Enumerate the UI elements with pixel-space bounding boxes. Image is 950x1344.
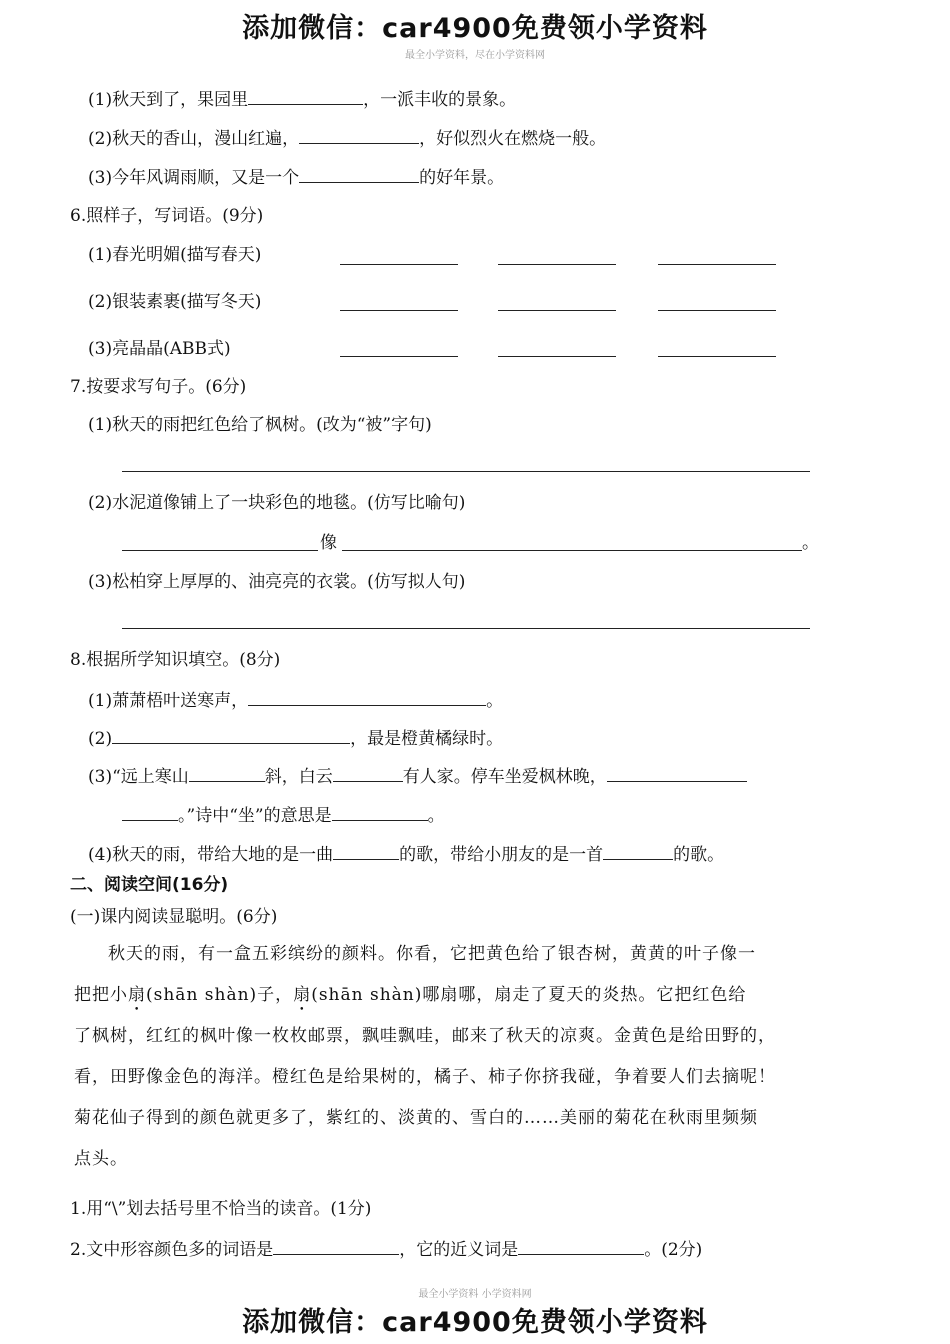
- answer-blank[interactable]: [299, 166, 419, 183]
- q8-line-3: (3)“远上寒山 斜，白云 有人家。停车坐爱枫林晚，: [88, 765, 747, 788]
- q6-blank-1c[interactable]: [658, 264, 776, 265]
- watermark-bottom: 添加微信：car4900免费领小学资料: [242, 1307, 708, 1338]
- answer-blank[interactable]: [603, 843, 673, 860]
- watermark-top: 添加微信：car4900免费领小学资料: [242, 13, 708, 44]
- header-faint-text: 最全小学资料，尽在小学资料网: [405, 50, 545, 61]
- q6-blank-1b[interactable]: [498, 264, 616, 265]
- q8-line-1: (1)萧萧梧叶送寒声， 。: [88, 691, 504, 711]
- passage-line: 把把小扇(shān shàn)子，扇(shān shàn)哪扇哪，扇走了夏天的炎热。它把红色给: [74, 985, 747, 1005]
- q6-blank-3b[interactable]: [498, 356, 616, 357]
- q6-title: 6.照样子，写词语。(9分): [70, 206, 264, 226]
- footer-faint-text: 最全小学资料 小学资料网: [418, 1289, 532, 1300]
- q7-title: 7.按要求写句子。(6分): [70, 377, 247, 397]
- section-reading-title: 二、阅读空间(16分): [70, 875, 229, 895]
- fill-line-1: (1)秋天到了，果园里 ，一派丰收的景象。: [88, 90, 517, 110]
- reading-question-2: 2.文中形容颜色多的词语是 ，它的近义词是 。(2分): [70, 1240, 703, 1260]
- q6-blank-3a[interactable]: [340, 356, 458, 357]
- answer-blank[interactable]: [333, 765, 403, 782]
- q6-item-3: (3)亮晶晶(ABB式): [88, 339, 231, 359]
- q8-title: 8.根据所学知识填空。(8分): [70, 650, 281, 670]
- passage-line: 菊花仙子得到的颜色就更多了，紫红的、淡黄的、雪白的……美丽的菊花在秋雨里频频: [74, 1108, 758, 1128]
- fill-line-3: (3)今年风调雨顺，又是一个 的好年景。: [88, 168, 505, 188]
- q7-answer-blank-2b[interactable]: [342, 550, 802, 551]
- q7-sentence-1: (1)秋天的雨把红色给了枫树。(改为“被”字句): [88, 415, 432, 435]
- q6-blank-2a[interactable]: [340, 310, 458, 311]
- q7-period: 。: [802, 533, 819, 553]
- q7-sentence-2: (2)水泥道像铺上了一块彩色的地毯。(仿写比喻句): [88, 493, 466, 513]
- q6-blank-1a[interactable]: [340, 264, 458, 265]
- answer-blank[interactable]: [518, 1238, 644, 1255]
- q7-answer-blank-2a[interactable]: [122, 550, 318, 551]
- reading-question-1: 1.用“\”划去括号里不恰当的读音。(1分): [70, 1199, 372, 1219]
- q7-answer-line-1[interactable]: [122, 471, 810, 472]
- answer-blank[interactable]: [189, 765, 265, 782]
- q6-blank-2c[interactable]: [658, 310, 776, 311]
- reading-passage: [74, 934, 864, 1180]
- answer-blank[interactable]: [299, 127, 419, 144]
- q6-blank-3c[interactable]: [658, 356, 776, 357]
- answer-blank[interactable]: [122, 804, 178, 821]
- q6-item-1: (1)春光明媚(描写春天): [88, 245, 262, 265]
- q7-answer-line-3[interactable]: [122, 628, 810, 629]
- answer-blank[interactable]: [248, 689, 486, 706]
- answer-blank[interactable]: [332, 804, 428, 821]
- passage-line: 秋天的雨，有一盒五彩缤纷的颜料。你看，它把黄色给了银杏树，黄黄的叶子像一: [108, 944, 756, 964]
- answer-blank[interactable]: [607, 765, 747, 782]
- q6-blank-2b[interactable]: [498, 310, 616, 311]
- answer-blank[interactable]: [112, 727, 350, 744]
- q8-line-2: (2) ，最是橙黄橘绿时。: [88, 729, 504, 749]
- passage-line: 点头。: [74, 1149, 128, 1169]
- fill-line-2: (2)秋天的香山，漫山红遍， ，好似烈火在燃烧一般。: [88, 129, 607, 149]
- answer-blank[interactable]: [273, 1238, 399, 1255]
- q6-item-2: (2)银装素裹(描写冬天): [88, 292, 262, 312]
- reading-subsection-title: (一)课内阅读显聪明。(6分): [70, 907, 278, 927]
- q8-line-3-cont: 。”诗中“坐”的意思是 。: [122, 804, 445, 827]
- passage-line: 了枫树，红红的枫叶像一枚枚邮票，飘哇飘哇，邮来了秋天的凉爽。金黄色是给田野的，: [74, 1026, 776, 1046]
- q7-like-word: 像: [320, 533, 337, 553]
- answer-blank[interactable]: [333, 843, 399, 860]
- q8-line-4: (4)秋天的雨，带给大地的是一曲 的歌，带给小朋友的是一首 的歌。: [88, 845, 725, 865]
- answer-blank[interactable]: [248, 88, 363, 105]
- q7-sentence-3: (3)松柏穿上厚厚的、油亮亮的衣裳。(仿写拟人句): [88, 572, 466, 592]
- passage-line: 看，田野像金色的海洋。橙红色是给果树的，橘子、柿子你挤我碰，争着要人们去摘呢！: [74, 1067, 776, 1087]
